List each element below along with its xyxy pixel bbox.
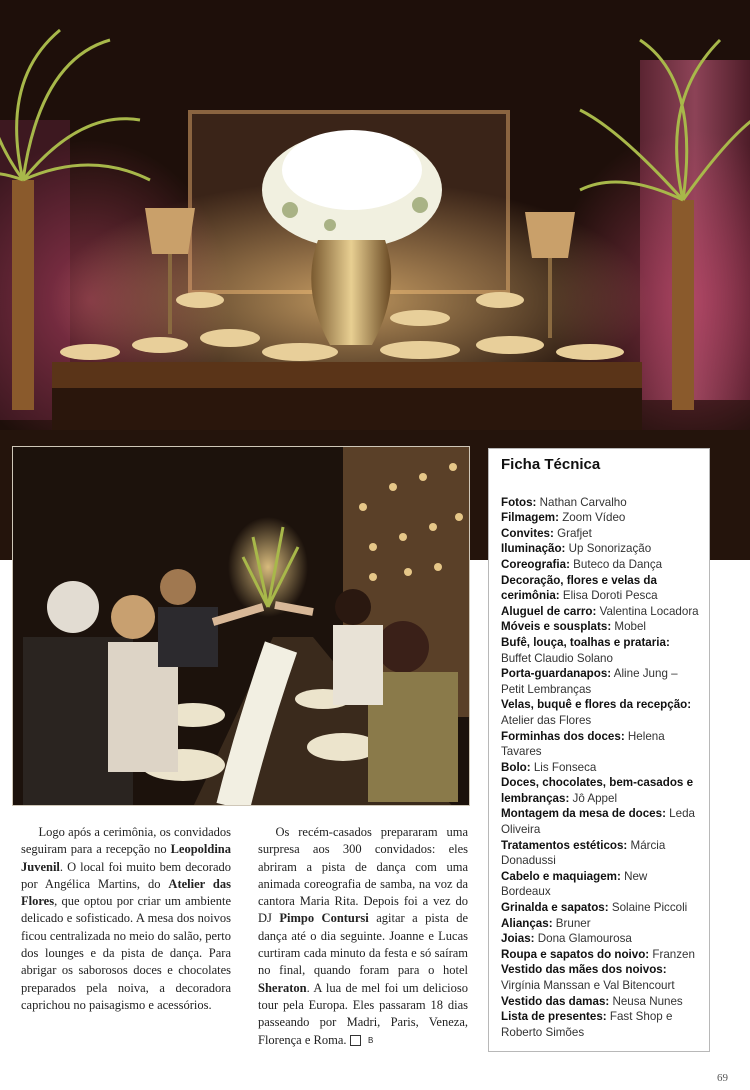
ficha-item-label: Filmagem: (501, 511, 559, 525)
ficha-item-label: Grinalda e sapatos: (501, 901, 609, 915)
inset-photo (12, 446, 470, 806)
ficha-item (501, 900, 699, 916)
ficha-item (501, 838, 699, 869)
ficha-item-value: Franzen (652, 947, 695, 961)
ficha-title: Ficha Técnica (501, 456, 601, 473)
text-run: agitar a pista de dança até o dia seguinte. Joanne e Lucas curtiram cada minuto da festa e só saíram no final, quando foram para o hotel (258, 911, 468, 978)
hotel-name: Sheraton (258, 980, 307, 995)
ficha-item-value: Leda Oliveira (501, 807, 695, 837)
text-run: . O local foi muito bem decorado por Angélica Martins, do (21, 859, 231, 891)
ficha-item (501, 510, 699, 526)
ficha-item-label: Coreografia: (501, 557, 570, 571)
ficha-tecnica-box (488, 448, 710, 1052)
ficha-item-value: Grafjet (557, 526, 592, 540)
ficha-item-value: Solaine Piccoli (611, 901, 688, 915)
ficha-item-value: Buteco da Dança (573, 557, 663, 571)
ficha-item-label: Joias: (501, 932, 535, 946)
ficha-list (501, 495, 699, 1041)
ficha-item-value: Nathan Carvalho (539, 495, 627, 509)
ficha-item (501, 635, 699, 666)
ficha-item-value: New Bordeaux (501, 869, 648, 899)
ficha-item (501, 573, 699, 604)
ficha-item-value: Virgínia Manssan e Val Bitencourt (501, 979, 675, 992)
article-column-2 (258, 824, 468, 1049)
venue-name: Leopoldina Juvenil (21, 842, 231, 874)
ficha-item (501, 869, 699, 900)
ficha-item-value: Buffet Claudio Solano (501, 651, 613, 665)
ficha-item (501, 1009, 699, 1040)
ficha-item-value: Aline Jung – Petit Lembranças (501, 667, 678, 696)
ficha-item-value: Márcia Donadussi (501, 838, 666, 868)
ficha-item-label: Vestido das mães dos noivos: (501, 963, 667, 977)
ficha-item (501, 526, 699, 542)
ficha-item-value: Up Sonorização (568, 542, 652, 556)
ficha-item (501, 806, 699, 837)
ficha-item-value: Zoom Vídeo (562, 511, 626, 525)
ficha-item-label: Forminhas dos doces: (501, 729, 625, 743)
ficha-item-label: Alianças: (501, 916, 553, 930)
ficha-item (501, 994, 699, 1010)
ficha-item (501, 760, 699, 776)
ficha-item-label: Roupa e sapatos do noivo: (501, 947, 650, 961)
ficha-item-value: Fast Shop e Roberto Simões (501, 1010, 673, 1039)
ficha-item-value: Dona Glamourosa (537, 932, 632, 946)
ficha-item (501, 557, 699, 573)
article-column-1 (21, 824, 231, 1014)
ficha-item-label: Bufê, louça, toalhas e prataria: (501, 635, 670, 649)
ficha-item-label: Fotos: (501, 495, 537, 509)
text-run: , que optou por criar um ambiente delicado e sofisticado. A mesa dos noivos ficou centralizada no meio do salão, perto dos lounges e da pista de dança. Para abrigar os saborosos doces e chocolates preparados pela noiva, a decoradora caprichou no paisagismo e acessórios. (21, 894, 231, 1012)
ficha-item (501, 697, 699, 728)
ficha-item-label: Doces, chocolates, bem-casados e lembranças: (501, 776, 694, 805)
ficha-item (501, 666, 699, 697)
ficha-item-label: Tratamentos estéticos: (501, 838, 628, 852)
ficha-item-value: Elisa Doroti Pesca (562, 589, 658, 603)
text-run: Logo após a cerimônia, os convidados seguiram para a recepção no (21, 825, 231, 857)
page-number: 69 (717, 1072, 728, 1084)
ficha-item-value: Helena Tavares (501, 729, 665, 759)
ficha-item (501, 541, 699, 557)
ficha-item (501, 962, 699, 993)
ficha-item (501, 947, 699, 963)
florist-name: Atelier das Flores (21, 876, 231, 909)
ficha-item-label: Montagem da mesa de doces: (501, 807, 666, 821)
article-paragraph (21, 824, 231, 1014)
ficha-item-label: Convites: (501, 526, 554, 540)
ficha-item-value: Neusa Nunes (612, 994, 683, 1008)
ficha-item-label: Decoração, flores e velas da cerimônia: (501, 573, 657, 603)
ficha-item-label: Iluminação: (501, 542, 566, 556)
ficha-item (501, 495, 699, 511)
ficha-item-value: Atelier das Flores (501, 713, 592, 727)
ficha-item (501, 729, 699, 760)
article-paragraph (258, 824, 468, 1049)
ficha-item-label: Lista de presentes: (501, 1010, 607, 1024)
ficha-item-label: Bolo: (501, 760, 531, 774)
ficha-item (501, 916, 699, 932)
ficha-item (501, 931, 699, 947)
ficha-item-value: Mobel (614, 620, 646, 634)
ficha-item (501, 604, 699, 620)
ficha-item-label: Vestido das damas: (501, 994, 610, 1008)
ficha-item-label: Porta-guardanapos: (501, 667, 612, 681)
text-run: . A lua de mel foi um delicioso tour pela Europa. Eles passaram 18 dias passeando por Madri, Paris, Veneza, Florença e Roma. (258, 980, 468, 1047)
end-mark-icon: B (350, 1035, 361, 1046)
ficha-item-label: Cabelo e maquiagem: (501, 869, 621, 883)
ficha-item (501, 775, 699, 806)
ficha-item-value: Jô Appel (572, 791, 618, 805)
ficha-item-label: Aluguel de carro: (501, 604, 597, 618)
ficha-item-value: Bruner (555, 916, 591, 930)
ficha-item-label: Velas, buquê e flores da recepção: (501, 698, 692, 712)
ficha-item-value: Lis Fonseca (533, 760, 597, 774)
dj-name: Pimpo Contursi (279, 911, 369, 926)
ficha-item (501, 619, 699, 635)
text-run: Os recém-casados prepararam uma surpresa aos 300 convidados: eles abriram a pista de dança com uma animada coreografia de samba, na voz da cantora Maria Rita. Depois foi a vez do DJ (258, 825, 468, 926)
ficha-item-value: Valentina Locadora (599, 604, 699, 618)
banquet-toast-illustration (13, 447, 470, 806)
ficha-item-label: Móveis e sousplats: (501, 620, 612, 634)
